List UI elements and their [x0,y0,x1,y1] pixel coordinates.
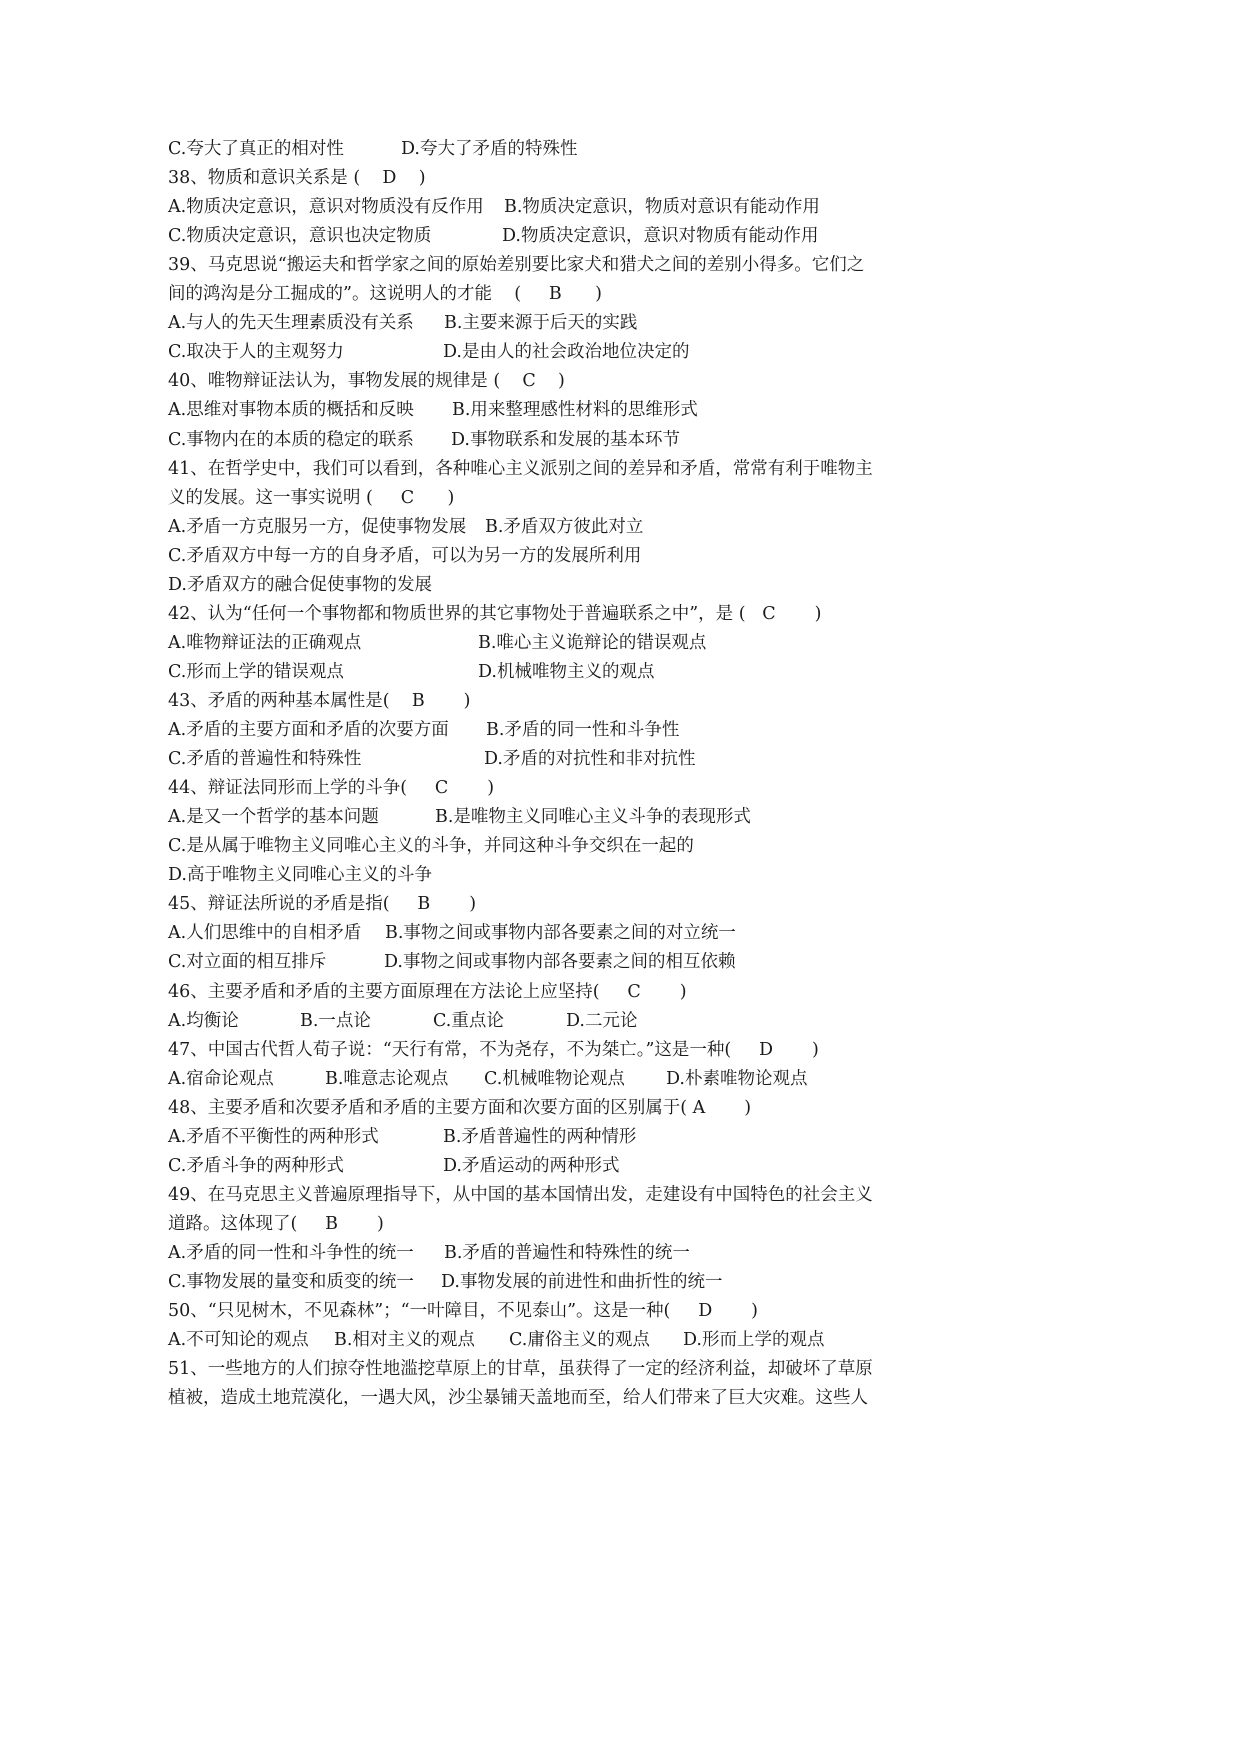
answer-option: A.矛盾一方克服另一方，促使事物发展 [168,516,467,537]
question-text: 51、一些地方的人们掠夺性地滥挖草原上的甘草，虽获得了一定的经济利益，却破坏了草原 [168,1359,873,1380]
question-text: C.矛盾双方中每一方的自身矛盾，可以为另一方的发展所利用 [168,545,642,566]
answer-option: A.不可知论的观点 [168,1330,309,1350]
answer-option: C.物质决定意识，意识也决定物质 [168,226,432,247]
answer-option: A.思维对事物本质的概括和反映 [168,400,414,421]
answer-option: C.矛盾斗争的两种形式 [168,1155,344,1176]
answer-option: D.物质决定意识，意识对物质有能动作用 [502,226,819,247]
answer-option: B.唯心主义诡辩论的错误观点 [478,632,707,653]
answer-option: D.二元论 [566,1010,638,1031]
answer-option: B.矛盾普遍性的两种情形 [443,1126,637,1147]
answer-option: B.物质决定意识，物质对意识有能动作用 [504,197,820,218]
answer-option: D.形而上学的观点 [683,1330,825,1350]
answer-option: D.事物之间或事物内部各要素之间的相互依赖 [384,952,736,973]
question-text: 45、辩证法所说的矛盾是指( B ) [168,894,477,915]
question-text: 义的发展。这一事实说明 ( C ) [168,487,455,508]
answer-option: C.重点论 [433,1010,504,1031]
answer-option: D.事物发展的前进性和曲折性的统一 [441,1272,723,1292]
question-text: D.矛盾双方的融合促使事物的发展 [168,574,432,595]
answer-option: B.用来整理感性材料的思维形式 [452,400,698,421]
answer-option: A.是又一个哲学的基本问题 [168,807,379,828]
answer-option: D.矛盾的对抗性和非对抗性 [484,749,696,770]
answer-option: C.事物发展的量变和质变的统一 [168,1272,414,1292]
answer-option: C.取决于人的主观努力 [168,342,344,363]
question-text: 43、矛盾的两种基本属性是( B ) [168,691,471,711]
answer-option: C.机械唯物论观点 [484,1068,625,1089]
answer-option: D.夸大了矛盾的特殊性 [401,139,578,159]
answer-option: A.均衡论 [168,1010,239,1031]
question-text: 间的鸿沟是分工掘成的”。这说明人的才能 ( B ) [168,284,602,305]
question-text: 39、马克思说“搬运夫和哲学家之间的原始差别要比家犬和猎犬之间的差别小得多。它们之 [168,255,865,276]
question-text: 49、在马克思主义普遍原理指导下，从中国的基本国情出发，走建设有中国特色的社会主义 [168,1184,873,1205]
answer-option: D.是由人的社会政治地位决定的 [443,342,690,363]
answer-option: A.人们思维中的自相矛盾 [168,923,362,944]
answer-option: B.矛盾双方彼此对立 [485,516,644,537]
answer-option: C.形而上学的错误观点 [168,661,344,682]
question-text: 41、在哲学史中，我们可以看到，各种唯心主义派别之间的差异和矛盾，常常有利于唯物主 [168,458,873,479]
question-text: 50、“只见树木，不见森林”；“一叶障目，不见泰山”。这是一种( D ) [168,1301,758,1321]
question-text: 47、中国古代哲人荀子说：“天行有常，不为尧存，不为桀亡。”这是一种( D ) [168,1039,819,1060]
answer-option: C.夸大了真正的相对性 [168,139,344,159]
answer-option: D.机械唯物主义的观点 [478,661,655,682]
question-text: 40、唯物辩证法认为，事物发展的规律是 ( C ) [168,371,565,392]
answer-option: B.矛盾的同一性和斗争性 [486,720,680,740]
question-text: 44、辩证法同形而上学的斗争( C ) [168,778,495,799]
question-text: 46、主要矛盾和矛盾的主要方面原理在方法论上应坚持( C ) [168,981,687,1002]
question-text: C.是从属于唯物主义同唯心主义的斗争，并同这种斗争交织在一起的 [168,836,694,857]
answer-option: A.与人的先天生理素质没有关系 [168,313,414,334]
question-text: 48、主要矛盾和次要矛盾和矛盾的主要方面和次要方面的区别属于( A ) [168,1097,752,1118]
answer-option: B.矛盾的普遍性和特殊性的统一 [444,1242,690,1263]
answer-option: A.唯物辩证法的正确观点 [168,632,362,653]
answer-option: B.是唯物主义同唯心主义斗争的表现形式 [435,807,751,828]
answer-option: C.矛盾的普遍性和特殊性 [168,749,362,770]
answer-option: B.一点论 [300,1010,371,1031]
question-text: D.高于唯物主义同唯心主义的斗争 [168,865,432,886]
answer-option: A.矛盾不平衡性的两种形式 [168,1126,379,1147]
answer-option: B.相对主义的观点 [334,1330,475,1350]
question-text: 42、认为“任何一个事物都和物质世界的其它事物处于普遍联系之中”，是 ( C ) [168,603,822,624]
answer-option: A.矛盾的同一性和斗争性的统一 [168,1242,414,1263]
answer-option: A.矛盾的主要方面和矛盾的次要方面 [168,720,449,740]
answer-option: B.事物之间或事物内部各要素之间的对立统一 [385,923,736,944]
answer-option: C.庸俗主义的观点 [509,1330,650,1350]
answer-option: A.宿命论观点 [168,1068,274,1089]
question-text: 38、物质和意识关系是 ( D ) [168,168,426,189]
answer-option: C.事物内在的本质的稳定的联系 [168,429,414,450]
answer-option: C.对立面的相互排斥 [168,952,327,973]
answer-option: A.物质决定意识，意识对物质没有反作用 [168,197,484,218]
question-text: 植被，造成土地荒漠化，一遇大风，沙尘暴铺天盖地而至，给人们带来了巨大灾难。这些人 [168,1388,868,1409]
question-text: 道路。这体现了( B ) [168,1213,384,1234]
answer-option: D.矛盾运动的两种形式 [443,1155,620,1176]
answer-option: D.朴素唯物论观点 [666,1068,808,1089]
answer-option: B.主要来源于后天的实践 [444,313,638,334]
answer-option: D.事物联系和发展的基本环节 [451,429,680,450]
answer-option: B.唯意志论观点 [325,1068,449,1089]
